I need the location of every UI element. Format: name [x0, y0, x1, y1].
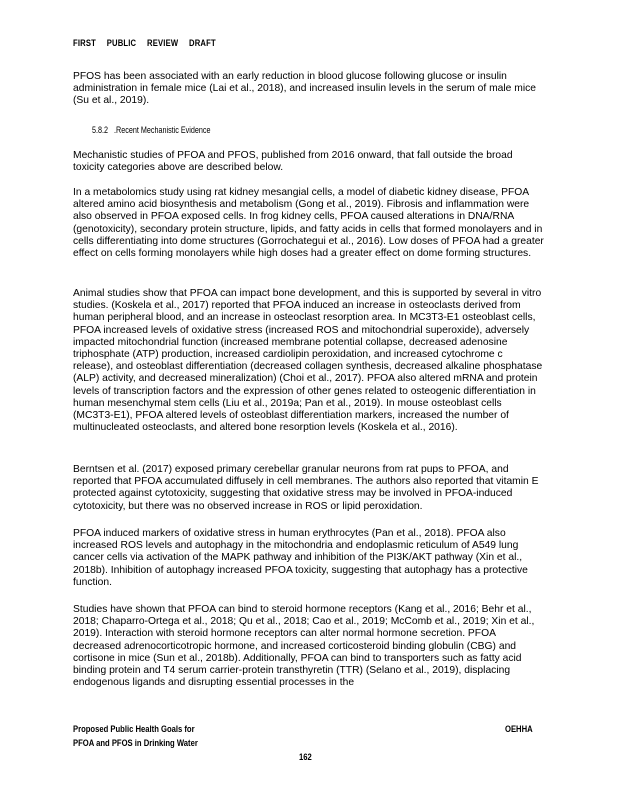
paragraph-text: PFOA induced markers of oxidative stress in human erythrocytes (Pan et al., 2018). PFOA also increased ROS levels and autophagy in the mitochondria and endoplasmic reticulum of A549 lung cancer cells via activation of the MAPK pathway and inhibition of the PI3K/AKT pathway (Xin et al., 2018b). Inhibition of autophagy increased PFOA toxicity, suggesting that autophagy has a protective function.	[73, 528, 528, 588]
paragraph-text: In a metabolomics study using rat kidney mesangial cells, a model of diabetic kidney disease, PFOA altered amino acid biosynthesis and metabolism (Gong et al., 2019). Fibrosis and inflammation were also observed in PFOA exposed cells. In frog kidney cells, PFOA caused alterations in DNA/RNA (genotoxicity), secondary protein structure, lipids, and fatty acids in cells that formed monolayers and in cells differentiating into dome structures (Gorrochategui et al., 2016). Low doses of PFOA had a greater effect on cells forming monolayers while high doses had a greater effect on dome forming structures.	[73, 187, 544, 260]
footer-title-line-1: Proposed Public Health Goals for	[73, 724, 195, 734]
section-title: .Recent Mechanistic Evidence	[114, 125, 211, 135]
section-number: 5.8.2	[92, 125, 109, 135]
page-number: 162	[299, 752, 312, 762]
paragraph-2	[73, 150, 545, 174]
paragraph-text: Berntsen et al. (2017) exposed primary cerebellar granular neurons from rat pups to PFOA, and reported that PFOA accumulated diffusely in cell membranes. The authors also reported that vitamin E protected against cytotoxicity, suggesting that oxidative stress may be involved in PFOA-induced cytotoxicity, but there was no observed increase in ROS or lipid peroxidation.	[73, 464, 539, 512]
paragraph-text: Studies have shown that PFOA can bind to steroid hormone receptors (Kang et al., 2016; Behr et al., 2018; Chaparro-Ortega et al., 2018; Qu et al., 2018; Cao et al., 2019; McComb et al., 2019; Xin et al., 2019). Interaction with steroid hormone receptors can alter normal hormone secretion. PFOA decreased adrenocorticotropic hormone, and increased corticosteroid binding globulin (CBG) and cortisone in mice (Sun et al., 2018b). Additionally, PFOA can bind to transporters such as fatty acid binding protein and T4 serum carrier-protein transthyretin (TTR) (Selano et al., 2019), displacing endogenous ligands and disrupting essential processes in the	[73, 604, 535, 689]
section-heading	[92, 125, 210, 135]
paragraph-text: PFOS has been associated with an early reduction in blood glucose following glucose or insulin administration in female mice (Lai et al., 2018), and increased insulin levels in the serum of male mice (Su et al., 2019).	[73, 71, 537, 107]
paragraph-1	[73, 71, 545, 108]
paragraph-6	[73, 528, 545, 589]
paragraph-text: Animal studies show that PFOA can impact bone development, and this is supported by several in vitro studies. (Koskela et al., 2017) reported that PFOA induced an increase in osteoclasts derived from human peripheral blood, and an increase in osteoclast resorption area. In MC3T3-E1 osteoblast cells, PFOA increased levels of oxidative stress (increased ROS and mitochondrial superoxide), adversely impacted mitochondrial function (increased membrane potential collapse, decreased adenosine triphosphate (ATP) production, increased cardiolipin peroxidation, and increased cytochrome c release), and osteoblast differentiation (decreased collagen synthesis, decreased alkaline phosphatase (ALP) activity, and decreased mineralization) (Choi et al., 2017). PFOA also altered mRNA and protein levels of transcription factors and the expression of other genes related to osteogenic differentiation in human mesenchymal stem cells (Liu et al., 2019a; Pan et al., 2019). In mouse osteoblast cells (MC3T3-E1), PFOA altered levels of osteoblast differentiation markers, increased the number of multinucleated osteoclasts, and altered bone resorption levels (Koskela et al., 2016).	[73, 288, 543, 434]
paragraph-text: Mechanistic studies of PFOA and PFOS, published from 2016 onward, that fall outside the broad toxicity categories above are described below.	[73, 150, 513, 174]
paragraph-3	[73, 187, 545, 260]
draft-header: FIRST PUBLIC REVIEW DRAFT	[73, 38, 216, 48]
paragraph-4	[73, 288, 545, 434]
footer-title-line-2: PFOA and PFOS in Drinking Water	[73, 738, 198, 748]
paragraph-7	[73, 604, 545, 689]
footer-agency: OEHHA	[505, 724, 533, 734]
paragraph-5	[73, 464, 545, 513]
